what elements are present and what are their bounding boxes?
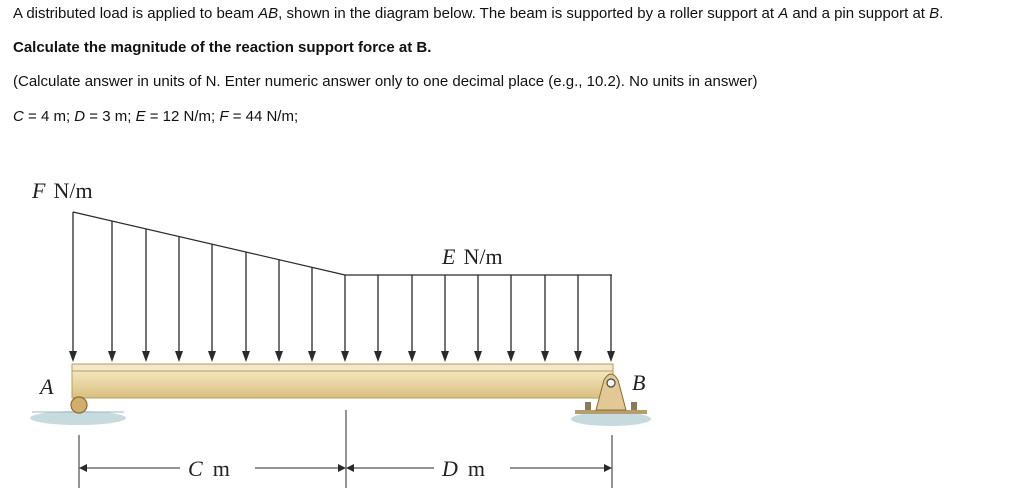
beam (72, 371, 613, 398)
load-arrow-head (175, 351, 183, 362)
problem-statement: A distributed load is applied to beam AB, shown in the diagram below. The beam is supported by a roller support at A and a pin support at B. (13, 5, 944, 22)
load-arrow-head (507, 351, 515, 362)
load-arrow-head (242, 351, 250, 362)
load-arrow-head (474, 351, 482, 362)
pin-icon (607, 379, 615, 387)
load-arrow-head (408, 351, 416, 362)
load-arrow-head (374, 351, 382, 362)
load-arrow-head (607, 351, 615, 362)
load-arrow-head (574, 351, 582, 362)
bolt-icon (631, 402, 637, 410)
roller-support-a (30, 397, 126, 425)
dimension-lines (79, 410, 612, 488)
load-arrow-head (69, 351, 77, 362)
given-values: C = 4 m; D = 3 m; E = 12 N/m; F = 44 N/m; (13, 108, 299, 125)
load-arrow-head (142, 351, 150, 362)
answer-instructions: (Calculate answer in units of N. Enter numeric answer only to one decimal place (e.g., 10.2). No units in answer) (13, 73, 758, 90)
task-heading: Calculate the magnitude of the reaction support force at B. (13, 39, 432, 56)
support-a-label: A (40, 374, 54, 399)
ground-b (571, 412, 651, 426)
bolt-icon (585, 402, 591, 410)
load-arrow-head (441, 351, 449, 362)
load-arrow-head (208, 351, 216, 362)
load-arrow-head (275, 351, 283, 362)
right-load-label: E N/m (442, 244, 503, 269)
load-arrow-head (541, 351, 549, 362)
roller-icon (71, 397, 87, 413)
load-profile-line (73, 212, 612, 275)
load-arrow-head (308, 351, 316, 362)
beam-top-face (72, 364, 613, 371)
load-arrow-head (341, 351, 349, 362)
dimension-d-label: D m (442, 456, 486, 481)
dimension-c-label: C m (188, 456, 230, 481)
load-arrow-head (108, 351, 116, 362)
distributed-load-arrows (69, 212, 615, 362)
support-b-label: B (632, 370, 646, 395)
left-load-label: F N/m (32, 178, 93, 203)
